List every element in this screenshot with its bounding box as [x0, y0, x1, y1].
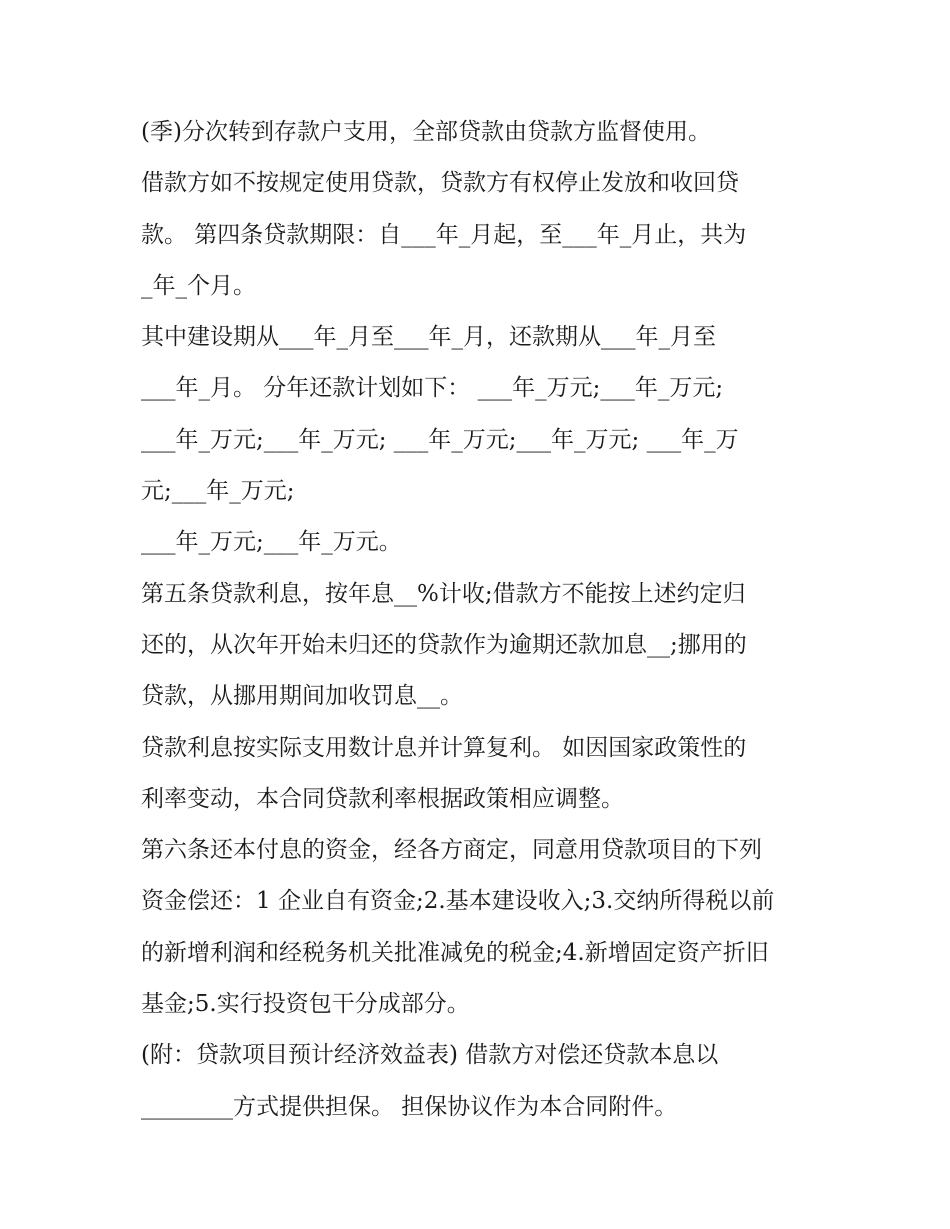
text-line: ___年_万元;___年_万元; ___年_万元;___年_万元; ___年_万 — [141, 426, 739, 453]
text-line: 贷款利息按实际支用数计息并计算复利。 如因国家政策性的 — [141, 734, 747, 761]
text-line: 元;___年_万元; — [141, 478, 295, 505]
document-body — [141, 107, 831, 1133]
text-line: 利率变动，本合同贷款利率根据政策相应调整。 — [141, 785, 624, 812]
text-line: (季)分次转到存款户支用，全部贷款由贷款方监督使用。 — [141, 119, 711, 145]
text-line: 的新增利润和经税务机关批准减免的税金;4.新增固定资产折旧 — [141, 939, 769, 966]
text-line: 基金;5.实行投资包干分成部分。 — [141, 991, 470, 1018]
text-line: (附：贷款项目预计经济效益表) 借款方对偿还贷款本息以 — [141, 1042, 719, 1069]
text-line: ___年_万元;___年_万元。 — [141, 529, 402, 556]
text-line: 第六条还本付息的资金，经各方商定，同意用贷款项目的下列 — [141, 837, 762, 864]
text-line: 资金偿还：1 企业自有资金;2.基本建设收入;3.交纳所得税以前 — [141, 888, 775, 915]
text-line: 借款方如不按规定使用贷款，贷款方有权停止发放和收回贷 — [141, 170, 739, 197]
text-line: 款。 第四条贷款期限：自___年_月起，至___年_月止，共为 — [141, 221, 747, 248]
text-line: _年_个月。 — [141, 272, 256, 299]
text-line: 贷款，从挪用期间加收罚息__。 — [141, 683, 463, 710]
text-line: 其中建设期从___年_月至___年_月，还款期从___年_月至 — [141, 324, 716, 351]
text-line: ___年_月。 分年还款计划如下： ___年_万元;___年_万元; — [141, 375, 724, 402]
text-line: ________方式提供担保。 担保协议作为本合同附件。 — [141, 1093, 678, 1120]
text-line: 还的，从次年开始未归还的贷款作为逾期还款加息__;挪用的 — [141, 631, 747, 658]
text-line: 第五条贷款利息，按年息__%计收;借款方不能按上述约定归 — [141, 580, 746, 607]
